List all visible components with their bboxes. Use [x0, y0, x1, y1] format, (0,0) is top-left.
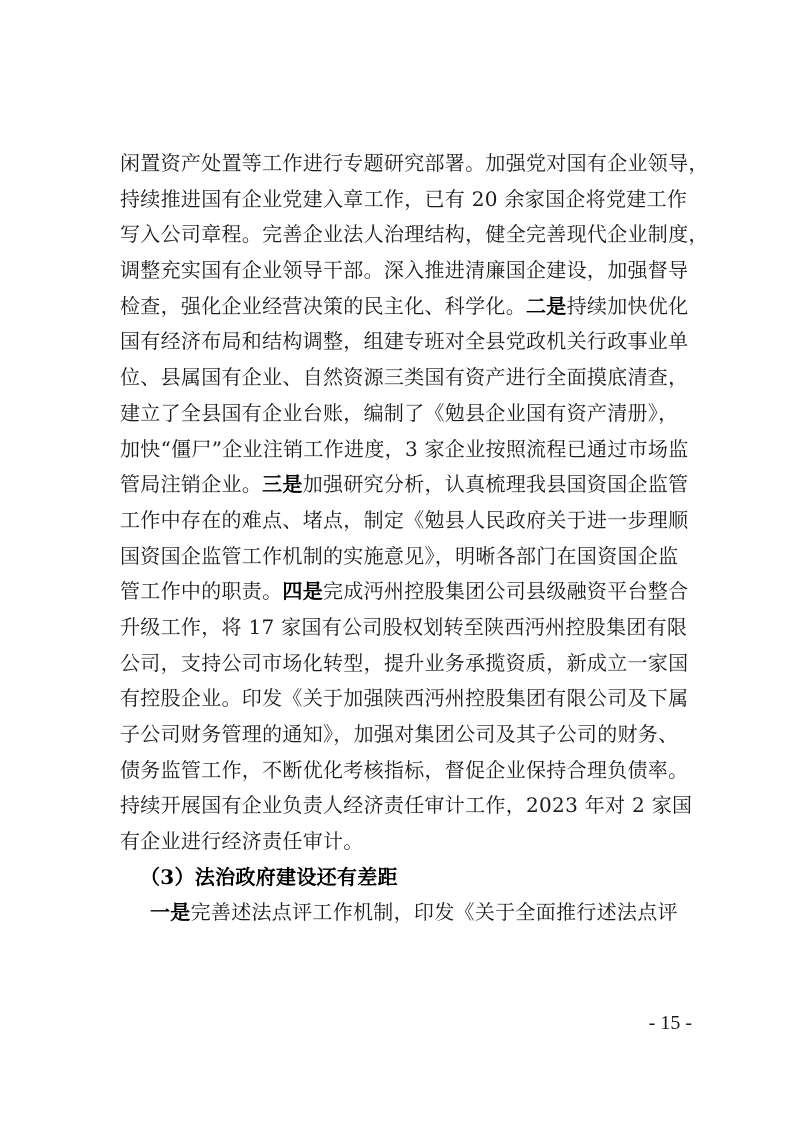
paragraph-line	[120, 467, 692, 503]
paragraph-line: 建立了全县国有企业台账，编制了《勉县企业国有资产清册》，	[120, 400, 679, 425]
line-text: 加强研究分析，认真梳理我县国资国企监管	[302, 472, 689, 497]
paragraph-line	[120, 895, 692, 931]
bold-marker-third: 三是	[262, 472, 303, 497]
paragraph-line: 有企业进行经济责任审计。	[120, 829, 364, 854]
paragraph-line: 加快“僵尸”企业注销工作进度，3 家企业按照流程已通过市场监	[120, 436, 689, 461]
paragraph-line: 国资国企监管工作机制的实施意见》，明晰各部门在国资国企监	[120, 543, 679, 568]
paragraph-line: 写入公司章程。完善企业法人治理结构，健全完善现代企业制度，	[120, 222, 709, 247]
paragraph-line: 持续推进国有企业党建入章工作，已有 20 余家国企将党建工作	[120, 186, 688, 211]
paragraph-line: 调整充实国有企业领导干部。深入推进清廉国企建设，加强督导	[120, 258, 689, 283]
line-text: 完善述法点评工作机制，印发《关于全面推行述法点评	[190, 900, 678, 925]
paragraph-line: 债务监管工作，不断优化考核指标，督促企业保持合理负债率。	[120, 757, 689, 782]
bold-marker-first: 一是	[150, 900, 191, 925]
bold-marker-second: 二是	[526, 293, 567, 318]
paragraph-line: 工作中存在的难点、堵点，制定《勉县人民政府关于进一步理顺	[120, 507, 689, 532]
paragraph-line	[120, 574, 692, 610]
line-text: 管工作中的职责。	[120, 579, 283, 604]
paragraph-line: 有控股企业。印发《关于加强陕西沔州控股集团有限公司及下属	[120, 686, 689, 711]
paragraph-line: 持续开展国有企业负责人经济责任审计工作，2023 年对 2 家国	[120, 793, 693, 818]
paragraph-line: 公司，支持公司市场化转型，提升业务承揽资质，新成立一家国	[120, 650, 689, 675]
body-text	[120, 146, 709, 931]
paragraph-line: 升级工作，将 17 家国有公司股权划转至陕西沔州控股集团有限	[120, 614, 688, 639]
line-text: 持续加快优化	[566, 293, 689, 318]
section-heading: （3）法治政府建设还有差距	[140, 864, 398, 889]
paragraph-line: 位、县属国有企业、自然资源三类国有资产进行全面摸底清查，	[120, 365, 689, 390]
paragraph-line: 闲置资产处置等工作进行专题研究部署。加强党对国有企业领导，	[120, 151, 709, 175]
paragraph-line	[120, 289, 692, 325]
bold-marker-fourth: 四是	[282, 579, 324, 604]
line-text: 检查，强化企业经营决策的民主化、科学化。	[120, 293, 526, 318]
line-text: 管局注销企业。	[120, 472, 263, 497]
paragraph-line: 子公司财务管理的通知》，加强对集团公司及其子公司的财务、	[120, 722, 679, 746]
line-text: 完成沔州控股集团公司县级融资平台整合	[323, 579, 689, 604]
paragraph-line: 国有经济布局和结构调整，组建专班对全县党政机关行政事业单	[120, 329, 689, 354]
page-number: - 15 -	[648, 1012, 692, 1034]
